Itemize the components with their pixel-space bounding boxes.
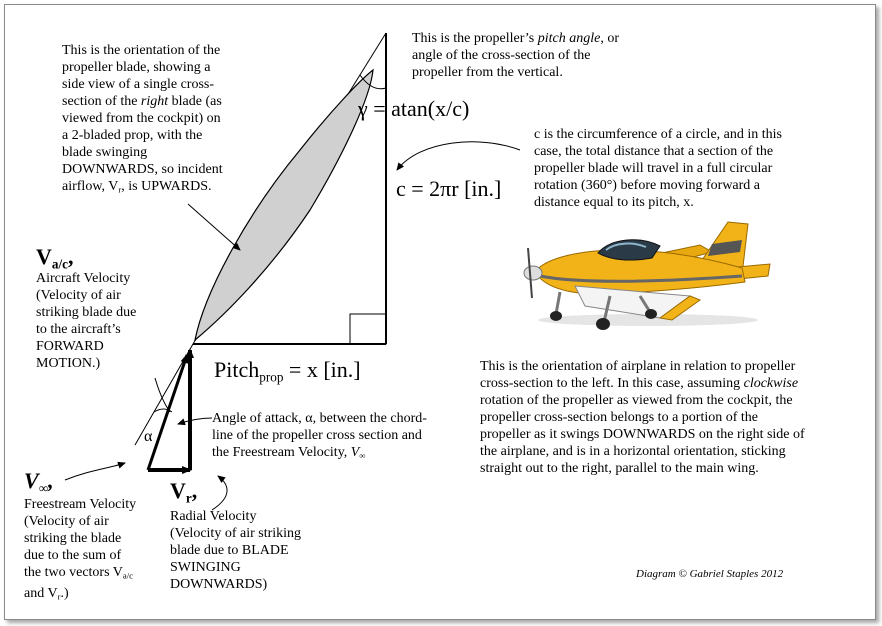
vr-sym-comma: ,	[191, 478, 198, 503]
aoa-desc-sub: ∞	[359, 450, 366, 461]
airplane-description	[480, 358, 805, 477]
vinf-desc-line: striking the blade	[24, 531, 122, 546]
circ-desc-line: case, the total distance that a section of the	[534, 144, 774, 159]
vinf-desc-part: and V	[24, 585, 58, 601]
blade-desc-line: propeller blade, showing a	[62, 60, 211, 75]
aoa-desc-vinf-italic: V	[350, 445, 360, 460]
circ-desc-line: rotation (360°) before moving forward a	[534, 178, 761, 193]
vac-symbol	[36, 244, 74, 273]
vinf-desc-line	[24, 564, 136, 585]
pitch-eq-rest: = x [in.]	[283, 357, 361, 382]
airplane-desc-line: propeller cross-section belongs to a portion of the	[480, 410, 758, 425]
pitch-desc-line: angle of the cross-section of the	[412, 48, 591, 63]
vinf-sym-comma: ,	[48, 468, 54, 493]
pitch-eq-sub: prop	[259, 369, 284, 385]
vinf-desc-sub: r	[57, 591, 61, 602]
vinf-pointer-arrow	[65, 463, 125, 480]
clockwise-italic: clockwise	[743, 376, 799, 391]
aoa-desc-line: line of the propeller cross section and	[212, 428, 422, 443]
pitch-desc-part: , or	[600, 31, 620, 46]
airplane-illustration	[524, 222, 770, 330]
airplane-desc-line: rotation of the propeller as viewed from the cockpit, the	[480, 393, 793, 408]
airplane-desc-line: This is the orientation of airplane in relation to propeller	[480, 359, 796, 374]
vr-sym-sub: r	[185, 490, 192, 506]
blade-desc-line: side view of a single cross-	[62, 77, 215, 92]
vr-symbol	[170, 478, 197, 507]
circ-desc-line: distance equal to its pitch, x.	[534, 195, 694, 210]
vinf-description	[24, 496, 136, 605]
vac-desc-line: FORWARD	[36, 339, 104, 354]
gamma-equation: γ = atan(x/c)	[358, 96, 470, 121]
blade-desc-line	[62, 178, 223, 199]
vac-desc-line: MOTION.)	[36, 356, 101, 371]
vr-sym-base: V	[170, 478, 186, 503]
vinf-sym-sub: ∞	[38, 480, 49, 496]
pitch-angle-italic: pitch angle	[537, 31, 601, 46]
vr-description	[170, 508, 301, 593]
airplane-desc-line: the airplane, and is in a horizontal orientation, sticking	[480, 444, 786, 459]
blade-pointer-arrow	[188, 204, 240, 250]
vac-sym-sub: a/c	[51, 256, 69, 272]
vinf-desc-line: due to the sum of	[24, 548, 122, 563]
blade-desc-part: airflow, V	[62, 179, 119, 194]
vinf-desc-part: .)	[60, 585, 69, 601]
vr-pointer-arrow	[212, 476, 227, 510]
blade-desc-line: a 2-bladed prop, with the	[62, 128, 203, 143]
vinf-desc-sub: a/c	[122, 570, 133, 581]
blade-desc-line: This is the orientation of the	[62, 43, 221, 58]
blade-desc-part: blade (as	[168, 94, 222, 109]
pitch-angle-description	[412, 30, 619, 81]
alpha-label: α	[144, 428, 153, 445]
airplane-desc-line: propeller as it swings DOWNWARDS on the right side of	[480, 427, 805, 442]
vinf-desc-line: (Velocity of air	[24, 514, 109, 529]
right-angle-marker	[350, 314, 386, 344]
airplane-desc-part: cross-section to the left. In this case, assuming	[480, 376, 744, 391]
aoa-desc-line	[212, 444, 427, 465]
vinf-symbol	[24, 468, 54, 497]
pitch-equation	[214, 357, 361, 391]
vac-description	[36, 270, 136, 372]
blade-desc-part: , is UPWARDS.	[121, 179, 212, 194]
diagram-credit: Diagram © Gabriel Staples 2012	[636, 568, 784, 580]
pitch-desc-line	[412, 30, 619, 47]
vr-desc-line: DOWNWARDS)	[170, 577, 268, 592]
vr-desc-line: SWINGING	[170, 560, 241, 575]
blade-desc-sub: r	[118, 184, 122, 195]
aoa-desc-line: Angle of attack, α, between the chord-	[212, 411, 427, 426]
vinf-sym-base: V	[24, 468, 39, 493]
vac-sym-base: V	[36, 244, 52, 269]
aoa-pointer-arrow	[178, 418, 212, 424]
circumference-pointer-arrow	[397, 142, 520, 170]
blade-desc-line	[62, 93, 223, 110]
aoa-desc-part: the Freestream Velocity,	[212, 445, 351, 460]
airplane-desc-line	[480, 375, 805, 392]
blade-desc-part: section of the	[62, 94, 141, 109]
circumference-equation: c = 2πr [in.]	[396, 176, 502, 201]
pitch-eq-base: Pitch	[214, 357, 260, 382]
vr-desc-line: blade due to BLADE	[170, 543, 289, 558]
aoa-description	[212, 410, 427, 465]
vac-sym-comma: ,	[68, 244, 74, 269]
vr-desc-line: Radial Velocity	[170, 509, 257, 524]
vinf-desc-line	[24, 585, 136, 606]
circ-desc-line: c is the circumference of a circle, and in this	[534, 127, 782, 142]
blade-desc-line: DOWNWARDS, so incident	[62, 162, 223, 177]
blade-description	[62, 42, 223, 199]
pitch-desc-part: This is the propeller’s	[412, 31, 538, 46]
pitch-desc-line: propeller from the vertical.	[412, 65, 563, 80]
circumference-description	[534, 126, 782, 211]
vinf-desc-line: Freestream Velocity	[24, 497, 137, 512]
airplane-desc-line: straight out to the right, parallel to the main wing.	[480, 461, 759, 476]
vac-desc-line: to the aircraft’s	[36, 322, 121, 337]
blade-desc-line: viewed from the cockpit) on	[62, 111, 221, 126]
vac-desc-line: (Velocity of air	[36, 288, 121, 303]
vr-desc-line: (Velocity of air striking	[170, 526, 302, 541]
circ-desc-line: propeller blade will travel in a full circular	[534, 161, 773, 176]
blade-desc-right-italic: right	[140, 94, 169, 109]
vinf-desc-part: the two vectors V	[24, 565, 123, 580]
blade-desc-line: blade swinging	[62, 145, 148, 160]
vac-desc-line: Aircraft Velocity	[36, 271, 131, 286]
vac-desc-line: striking blade due	[36, 305, 137, 320]
